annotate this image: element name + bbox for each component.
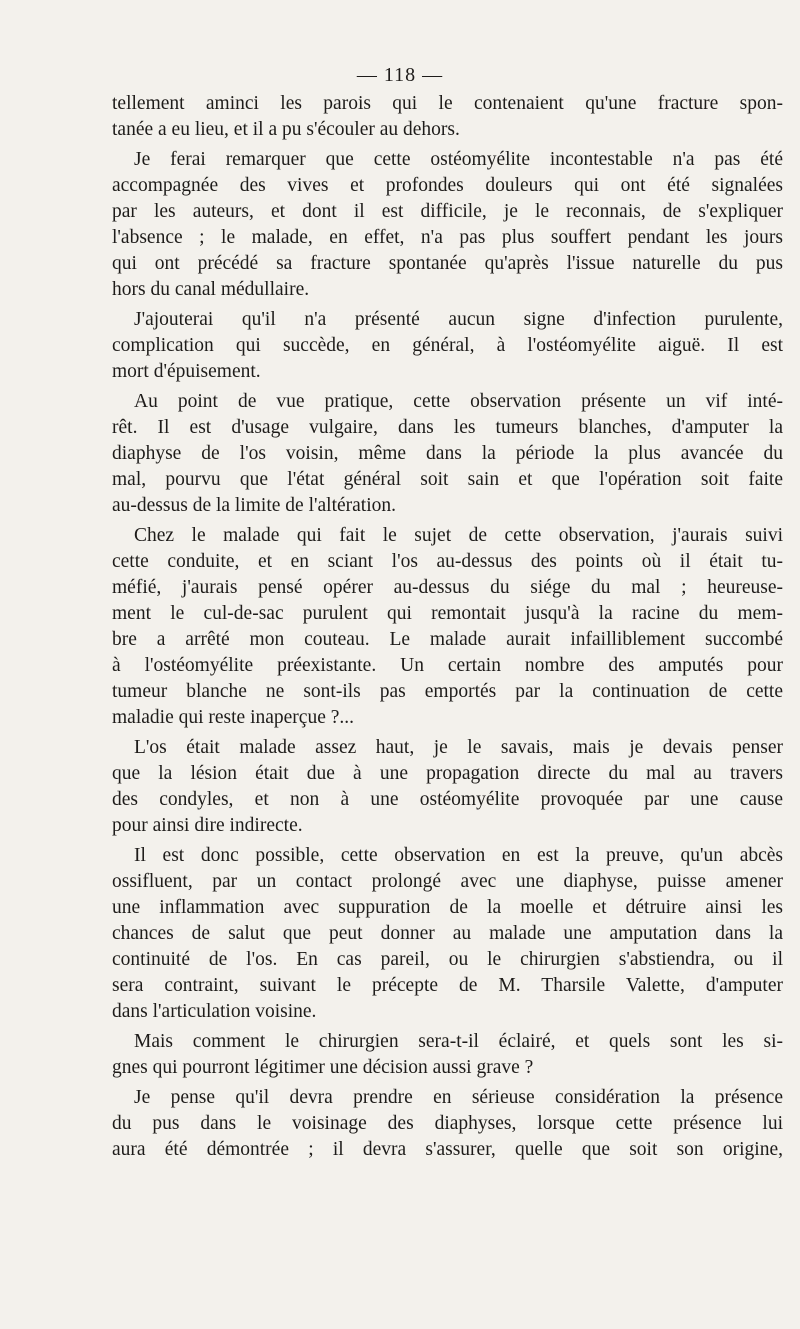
text-line: continuité de l'os. En cas pareil, ou le chirurgien s'abstiendra, ou il bbox=[112, 949, 783, 970]
text-line: Chez le malade qui fait le sujet de cette observation, j'aurais suivi bbox=[134, 525, 783, 546]
text-line: méfié, j'aurais pensé opérer au-dessus du siége du mal ; heureuse- bbox=[112, 577, 783, 598]
body-text bbox=[112, 91, 783, 1167]
paragraph bbox=[112, 91, 783, 143]
text-line: Mais comment le chirurgien sera-t-il éclairé, et quels sont les si- bbox=[134, 1031, 783, 1052]
text-line: bre a arrêté mon couteau. Le malade aurait infailliblement succombé bbox=[112, 629, 783, 650]
text-line: tellement aminci les parois qui le contenaient qu'une fracture spon- bbox=[112, 93, 783, 114]
text-line: dans l'articulation voisine. bbox=[112, 1001, 317, 1022]
paragraph bbox=[112, 735, 783, 839]
paragraph bbox=[112, 843, 783, 1025]
text-line: L'os était malade assez haut, je le savais, mais je devais penser bbox=[134, 737, 783, 758]
paragraph bbox=[112, 389, 783, 519]
text-line: qui ont précédé sa fracture spontanée qu'après l'issue naturelle du pus bbox=[112, 253, 783, 274]
text-line: à l'ostéomyélite préexistante. Un certain nombre des amputés pour bbox=[112, 655, 783, 676]
text-line: du pus dans le voisinage des diaphyses, lorsque cette présence lui bbox=[112, 1113, 783, 1134]
paragraph bbox=[112, 1085, 783, 1163]
text-line: Il est donc possible, cette observation en est la preuve, qu'un abcès bbox=[134, 845, 783, 866]
text-line: complication qui succède, en général, à l'ostéomyélite aiguë. Il est bbox=[112, 335, 783, 356]
text-line: que la lésion était due à une propagation directe du mal au travers bbox=[112, 763, 783, 784]
paragraph bbox=[112, 307, 783, 385]
paragraph bbox=[112, 523, 783, 731]
text-line: gnes qui pourront légitimer une décision aussi grave ? bbox=[112, 1057, 534, 1078]
text-line: Je ferai remarquer que cette ostéomyélite incontestable n'a pas été bbox=[134, 149, 783, 170]
text-line: pour ainsi dire indirecte. bbox=[112, 815, 303, 836]
text-line: mort d'épuisement. bbox=[112, 361, 261, 382]
page-number: — 118 — bbox=[356, 64, 444, 86]
text-line: rêt. Il est d'usage vulgaire, dans les tumeurs blanches, d'amputer la bbox=[112, 417, 783, 438]
paragraph bbox=[112, 147, 783, 303]
text-line: aura été démontrée ; il devra s'assurer, quelle que soit son origine, bbox=[112, 1139, 783, 1160]
text-line: des condyles, et non à une ostéomyélite provoquée par une cause bbox=[112, 789, 783, 810]
text-line: sera contraint, suivant le précepte de M. Tharsile Valette, d'amputer bbox=[112, 975, 783, 996]
text-line: une inflammation avec suppuration de la moelle et détruire ainsi les bbox=[112, 897, 783, 918]
text-line: J'ajouterai qu'il n'a présenté aucun signe d'infection purulente, bbox=[134, 309, 783, 330]
text-line: accompagnée des vives et profondes douleurs qui ont été signalées bbox=[112, 175, 783, 196]
text-line: cette conduite, et en sciant l'os au-dessus des points où il était tu- bbox=[112, 551, 783, 572]
text-line: tanée a eu lieu, et il a pu s'écouler au dehors. bbox=[112, 119, 460, 140]
text-line: mal, pourvu que l'état général soit sain et que l'opération soit faite bbox=[112, 469, 783, 490]
text-line: tumeur blanche ne sont-ils pas emportés par la continuation de cette bbox=[112, 681, 783, 702]
text-line: hors du canal médullaire. bbox=[112, 279, 310, 300]
text-line: par les auteurs, et dont il est difficile, je le reconnais, de s'expliquer bbox=[112, 201, 783, 222]
text-line: Je pense qu'il devra prendre en sérieuse considération la présence bbox=[134, 1087, 783, 1108]
text-line: Au point de vue pratique, cette observation présente un vif inté- bbox=[134, 391, 783, 412]
text-line: maladie qui reste inaperçue ?... bbox=[112, 707, 355, 728]
text-line: au-dessus de la limite de l'altération. bbox=[112, 495, 397, 516]
paragraph bbox=[112, 1029, 783, 1081]
text-line: chances de salut que peut donner au malade une amputation dans la bbox=[112, 923, 783, 944]
text-line: diaphyse de l'os voisin, même dans la période la plus avancée du bbox=[112, 443, 783, 464]
text-line: ment le cul-de-sac purulent qui remontait jusqu'à la racine du mem- bbox=[112, 603, 783, 624]
text-line: l'absence ; le malade, en effet, n'a pas plus souffert pendant les jours bbox=[112, 227, 783, 248]
text-line: ossifluent, par un contact prolongé avec une diaphyse, puisse amener bbox=[112, 871, 783, 892]
